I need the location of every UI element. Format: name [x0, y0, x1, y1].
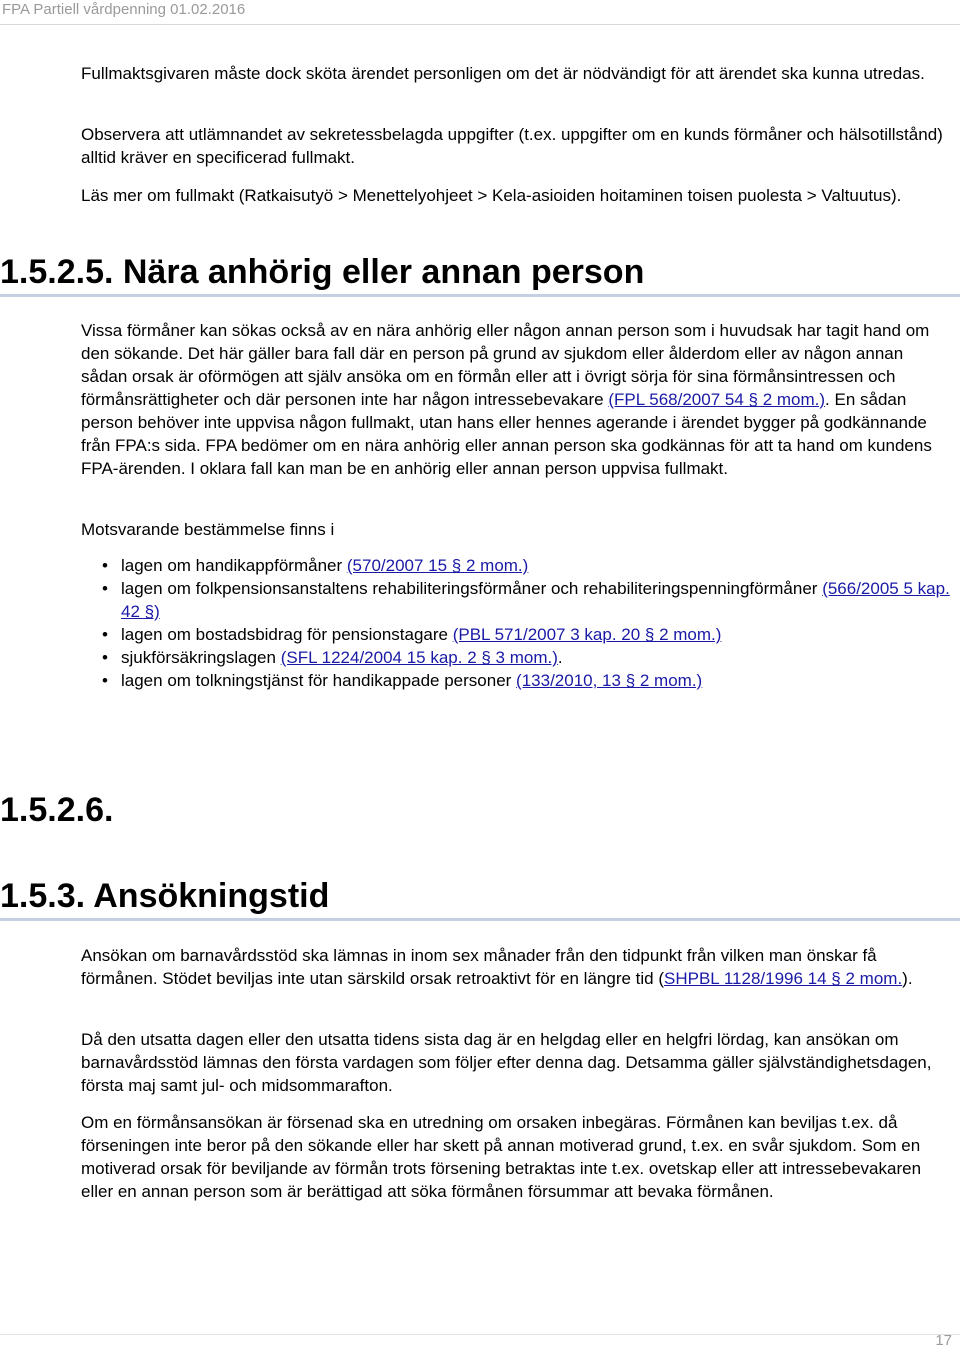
intro-paragraph-2: Observera att utlämnandet av sekretessbelagda uppgifter (t.ex. uppgifter om en kunds förmåner och hälsotillstånd) alltid kräver en specificerad fullmakt.: [81, 125, 943, 167]
bullet-icon: •: [102, 671, 108, 690]
law-link-fpl[interactable]: (FPL 568/2007 54 § 2 mom.): [608, 390, 826, 409]
intro-paragraph-3: Läs mer om fullmakt (Ratkaisutyö > Menettelyohjeet > Kela-asioiden hoitaminen toisen puolesta > Valtuutus).: [81, 186, 902, 205]
law-link[interactable]: (PBL 571/2007 3 kap. 20 § 2 mom.): [452, 625, 722, 644]
list-item: [102, 554, 952, 577]
page-header: [0, 0, 960, 25]
section-paragraph-2: Då den utsatta dagen eller den utsatta tidens sista dag är en helgdag eller en helgfri lördag, kan ansökan om barnavårdsstöd lämnas den första vardagen som följer efter denna dag. Detsamma gäller självständighetsdagen, första maj samt jul- och midsommarafton.: [81, 1030, 932, 1095]
section-heading-1-5-2-6: 1.5.2.6.: [0, 791, 114, 829]
section-paragraph-1: [81, 319, 951, 480]
paragraph-text: Vissa förmåner kan sökas också av en nära anhörig eller någon annan person som i huvudsak har tagit hand om den sökande. Det här gäller bara fall där en person på grund av sjukdom eller ålderdom eller av någon annan sådan orsak är oförmögen att själv ansöka om en förmån eller att i övrigt sörja för sina förmånsintressen och förmånsrättigheter och där personen inte har någon intressebevakare: [81, 321, 930, 409]
paragraph-text: Ansökan om barnavårdsstöd ska lämnas in inom sex månader från den tidpunkt från vilken man önskar få förmånen. Stödet beviljas inte utan särskild orsak retroaktivt för en längre tid (: [81, 946, 877, 988]
bullet-icon: •: [102, 556, 108, 575]
law-link[interactable]: (133/2010, 13 § 2 mom.): [516, 671, 703, 690]
law-link-shpbl[interactable]: SHPBL 1128/1996 14 § 2 mom.: [664, 969, 903, 988]
section-heading-1-5-2-5: 1.5.2.5. Nära anhörig eller annan person: [0, 253, 645, 291]
bullet-icon: •: [102, 579, 108, 598]
bullet-icon: •: [102, 648, 108, 667]
list-item: [102, 577, 952, 623]
list-item-text: lagen om folkpensionsanstaltens rehabiliteringsförmåner och rehabiliteringspenningförmåner: [121, 579, 823, 598]
page-number: 17: [935, 1332, 952, 1349]
section-paragraph-2: Motsvarande bestämmelse finns i: [81, 520, 335, 539]
paragraph-text: . En sådan person behöver inte uppvisa någon fullmakt, utan hans eller hennes agerande i ärendet bygger på godkännande från FPA:s sida. FPA bedömer om en nära anhörig eller annan person ska godkännas för att ta hand om kundens FPA-ärenden. I oklara fall kan man be en anhörig eller annan person uppvisa fullmakt.: [81, 390, 932, 478]
law-link[interactable]: (566/2005 5 kap. 42 §): [121, 579, 950, 621]
paragraph-text: ).: [902, 969, 913, 988]
heading-rule: [0, 294, 960, 297]
list-item-text: lagen om tolkningstjänst för handikappade personer: [121, 671, 517, 690]
provision-list: [102, 554, 952, 692]
list-item: [102, 669, 952, 692]
section-paragraph-1: [81, 944, 951, 990]
footer-rule: [0, 1334, 960, 1335]
law-link[interactable]: (570/2007 15 § 2 mom.): [346, 556, 529, 575]
section-heading-1-5-3: 1.5.3. Ansökningstid: [0, 877, 330, 915]
section-paragraph-3: Om en förmånsansökan är försenad ska en utredning om orsaken inbegäras. Förmånen kan beviljas t.ex. då förseningen inte beror på den sökande eller har skett på annan motiverad grund, t.ex. en svår sjukdom. Som en motiverad orsak för beviljande av förmån trots försening betraktas inte t.ex. ovetskap eller att intressebevakaren eller en annan person som är berättigad att söka förmånen försummar att bevaka förmånen.: [81, 1113, 922, 1201]
list-item: [102, 623, 952, 646]
list-item-text: lagen om bostadsbidrag för pensionstagare: [121, 625, 453, 644]
intro-paragraph-1: Fullmaktsgivaren måste dock sköta ärendet personligen om det är nödvändigt för att ärendet ska kunna utredas.: [81, 64, 925, 83]
list-item: [102, 646, 952, 669]
header-title: FPA Partiell vårdpenning 01.02.2016: [2, 1, 246, 18]
law-link[interactable]: (SFL 1224/2004 15 kap. 2 § 3 mom.): [280, 648, 558, 667]
heading-rule: [0, 918, 960, 921]
list-item-text: lagen om handikappförmåner: [121, 556, 347, 575]
bullet-icon: •: [102, 625, 108, 644]
list-item-suffix: .: [557, 648, 563, 667]
list-item-text: sjukförsäkringslagen: [121, 648, 281, 667]
